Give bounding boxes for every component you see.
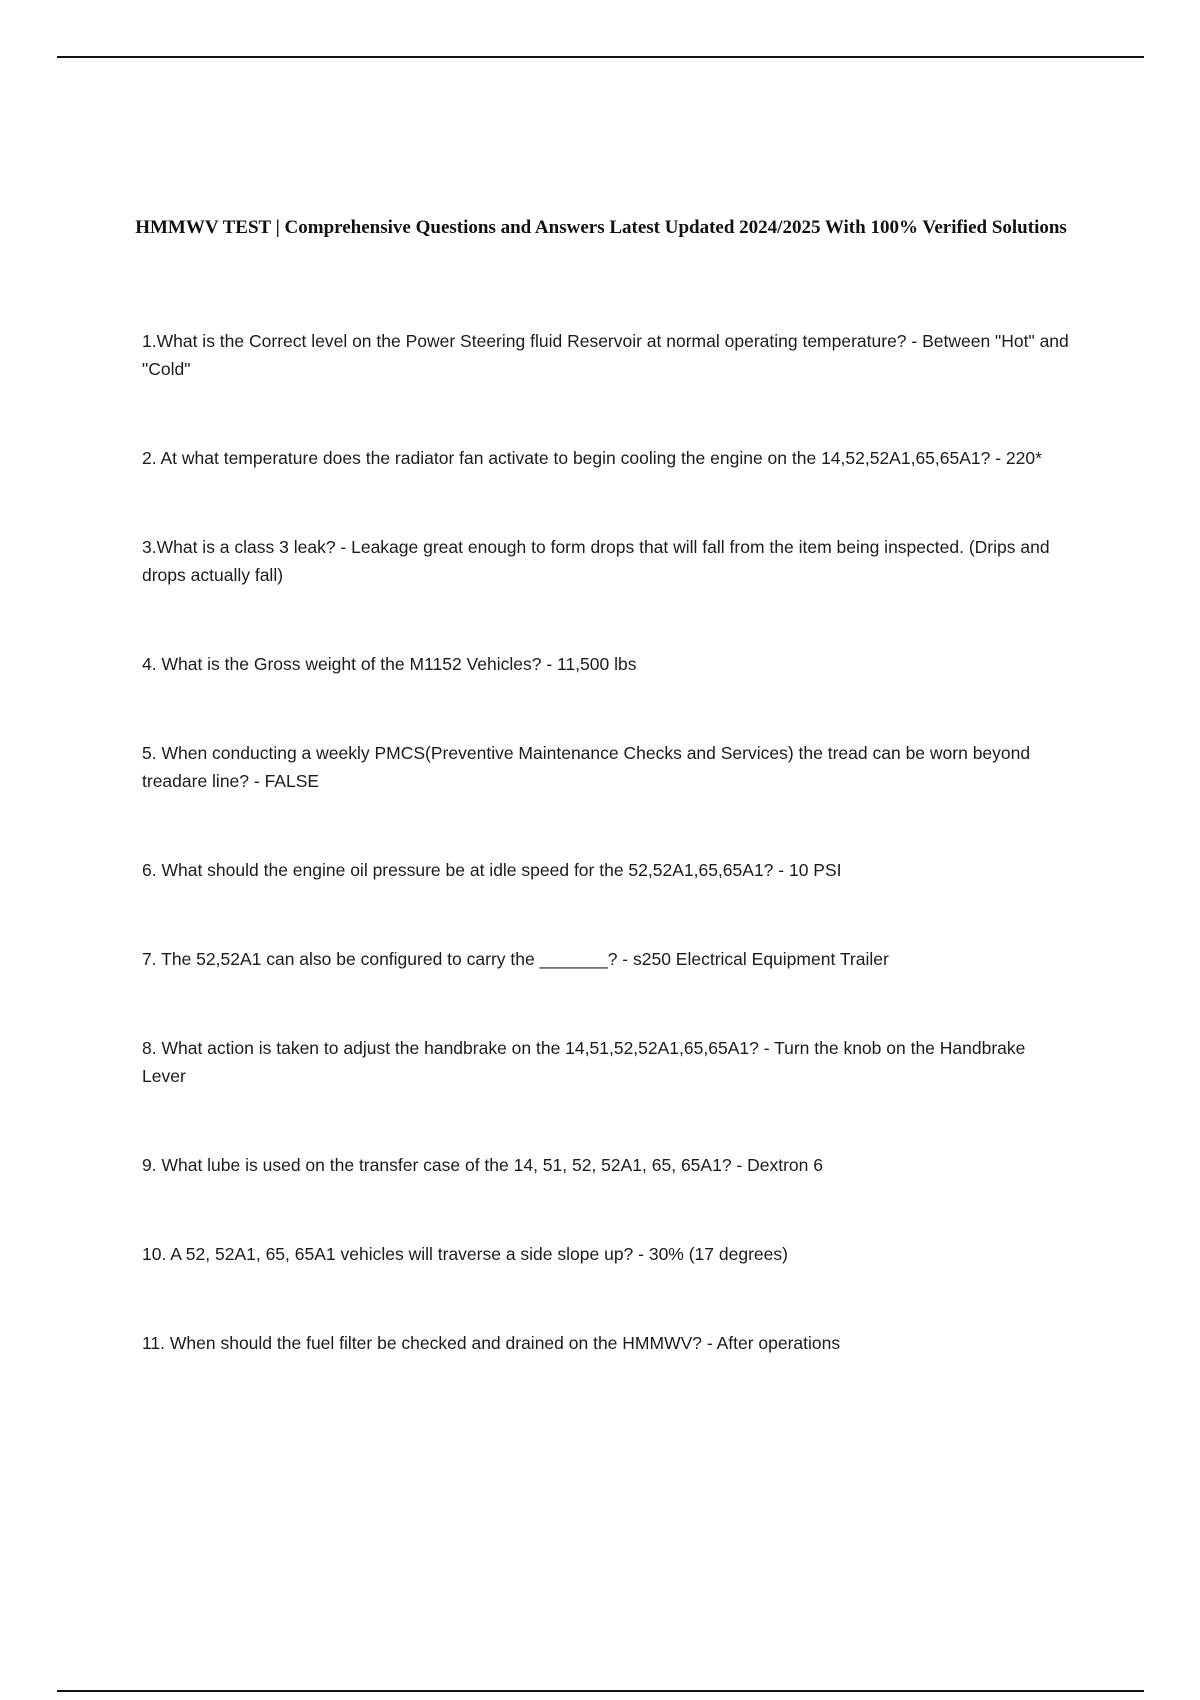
question-item-1: 1.What is the Correct level on the Power Steering fluid Reservoir at normal operating temperature? - Between "Hot" and "Cold" <box>142 331 1069 379</box>
footer-rule <box>57 1690 1144 1692</box>
question-item-6: 6. What should the engine oil pressure be at idle speed for the 52,52A1,65,65A1? - 10 PSI <box>142 860 842 880</box>
question-list <box>142 327 1072 1418</box>
question-item-2: 2. At what temperature does the radiator fan activate to begin cooling the engine on the 14,52,52A1,65,65A1? - 220* <box>142 448 1042 468</box>
header-rule <box>57 56 1144 58</box>
question-item-5: 5. When conducting a weekly PMCS(Preventive Maintenance Checks and Services) the tread can be worn beyond treadare line? - FALSE <box>142 743 1031 791</box>
question-item-10: 10. A 52, 52A1, 65, 65A1 vehicles will traverse a side slope up? - 30% (17 degrees) <box>142 1244 788 1264</box>
question-item-3: 3.What is a class 3 leak? - Leakage great enough to form drops that will fall from the item being inspected. (Drips and drops actually fall) <box>142 537 1050 585</box>
question-item-7: 7. The 52,52A1 can also be configured to carry the _______? - s250 Electrical Equipment Trailer <box>142 949 889 969</box>
document-title: HMMWV TEST | Comprehensive Questions and Answers Latest Updated 2024/2025 With 100% Verified Solutions <box>135 217 1067 238</box>
question-item-11: 11. When should the fuel filter be checked and drained on the HMMWV? - After operations <box>142 1333 841 1353</box>
question-item-9: 9. What lube is used on the transfer case of the 14, 51, 52, 52A1, 65, 65A1? - Dextron 6 <box>142 1155 823 1175</box>
question-item-4: 4. What is the Gross weight of the M1152 Vehicles? - 11,500 lbs <box>142 654 637 674</box>
question-item-8: 8. What action is taken to adjust the handbrake on the 14,51,52,52A1,65,65A1? - Turn the knob on the Handbrake Lever <box>142 1038 1026 1086</box>
